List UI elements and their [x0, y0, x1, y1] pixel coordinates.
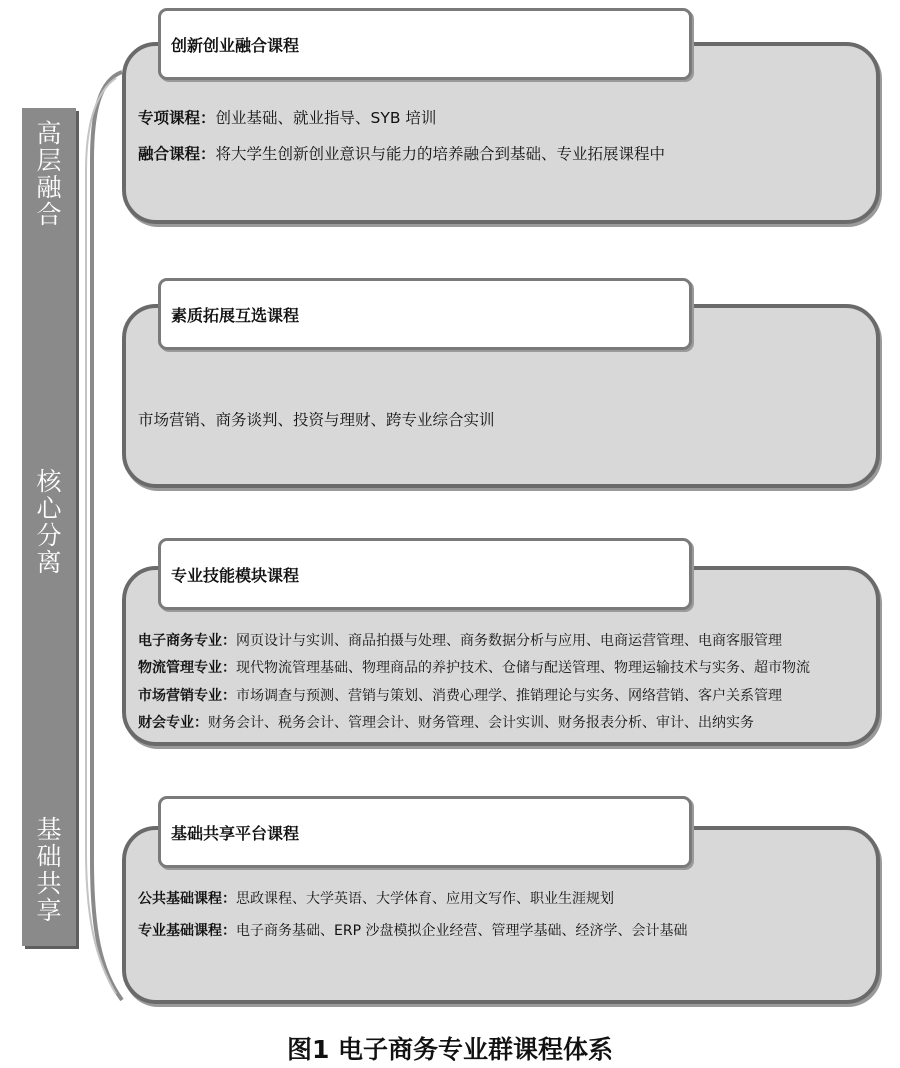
section-title: 专业技能模块课程 — [171, 566, 300, 585]
course-line-text: 现代物流管理基础、物理商品的养护技术、仓储与配送管理、物理运输技术与实务、超市物流 — [236, 660, 810, 676]
course-line-label: 市场营销专业： — [138, 688, 236, 704]
side-char: 核 — [36, 467, 62, 496]
side-char: 享 — [36, 896, 62, 925]
course-line-text: 将大学生创新创业意识与能力的培养融合到基础、专业拓展课程中 — [215, 145, 666, 163]
side-char: 基 — [36, 815, 62, 844]
course-line-text: 创业基础、就业指导、SYB 培训 — [215, 109, 437, 127]
side-char: 心 — [36, 494, 62, 523]
side-char: 离 — [36, 548, 62, 577]
course-line-text: 市场调查与预测、营销与策划、消费心理学、推销理论与实务、网络营销、客户关系管理 — [236, 688, 782, 704]
side-char: 分 — [36, 521, 62, 550]
course-line — [138, 888, 614, 908]
course-line-label: 电子商务专业： — [138, 633, 236, 649]
course-line-label: 公共基础课程： — [138, 891, 236, 907]
side-char: 础 — [36, 842, 62, 871]
course-line — [138, 657, 810, 677]
course-line-text: 市场营销、商务谈判、投资与理财、跨专业综合实训 — [138, 411, 495, 429]
course-line — [138, 712, 754, 732]
section-title: 基础共享平台课程 — [171, 824, 300, 843]
course-line-text: 网页设计与实训、商品拍摄与处理、商务数据分析与应用、电商运营管理、电商客服管理 — [236, 633, 782, 649]
course-line — [138, 920, 687, 940]
course-line-text: 思政课程、大学英语、大学体育、应用文写作、职业生涯规划 — [236, 891, 614, 907]
side-char: 合 — [36, 200, 62, 229]
side-char: 层 — [36, 146, 62, 175]
course-line-label: 财会专业： — [138, 715, 208, 731]
course-line-label: 融合课程： — [138, 145, 216, 163]
course-line — [138, 630, 782, 650]
section-title-tab — [158, 538, 692, 610]
course-line — [138, 142, 665, 164]
section-title-tab — [158, 796, 692, 868]
bracket-connector — [0, 0, 140, 1020]
section-title-tab — [158, 8, 692, 80]
course-line-label: 专业基础课程： — [138, 923, 236, 939]
section-title: 创新创业融合课程 — [171, 36, 300, 55]
course-line — [138, 106, 436, 128]
figure-caption: 图1 电子商务专业群课程体系 — [286, 1035, 614, 1064]
side-char: 共 — [36, 869, 62, 898]
section-title: 素质拓展互选课程 — [171, 306, 300, 325]
section-title-tab — [158, 278, 692, 350]
course-line-label: 物流管理专业： — [138, 660, 236, 676]
course-line — [138, 685, 782, 705]
course-line-text: 电子商务基础、ERP 沙盘模拟企业经营、管理学基础、经济学、会计基础 — [236, 923, 688, 939]
course-line-text: 财务会计、税务会计、管理会计、财务管理、会计实训、财务报表分析、审计、出纳实务 — [208, 715, 754, 731]
side-char: 高 — [36, 119, 62, 148]
course-line-label: 专项课程： — [138, 109, 216, 127]
course-line — [138, 408, 495, 430]
side-char: 融 — [36, 173, 62, 202]
